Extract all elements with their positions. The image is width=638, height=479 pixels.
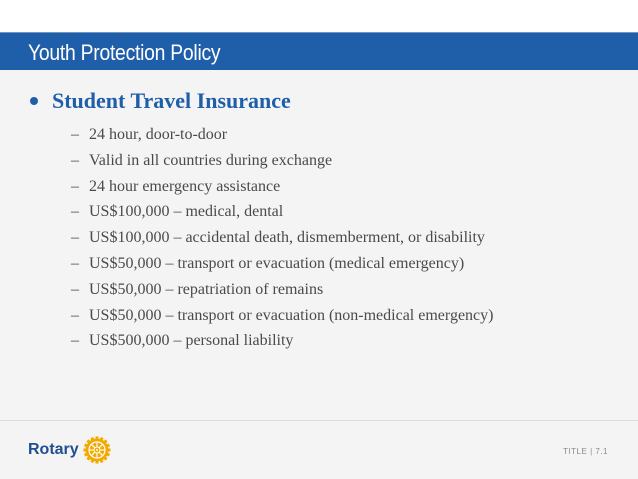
sub-bullet-item bbox=[71, 277, 493, 303]
sub-bullet-text: US$500,000 – personal liability bbox=[89, 332, 294, 350]
sub-bullet-item bbox=[71, 148, 493, 174]
sub-bullet-item bbox=[71, 225, 493, 251]
bullet-dot-icon bbox=[30, 97, 38, 105]
sub-bullet-text: US$100,000 – medical, dental bbox=[89, 203, 284, 221]
sub-bullet-text: US$50,000 – transport or evacuation (non-medical emergency) bbox=[89, 306, 494, 324]
sub-bullet-item bbox=[71, 303, 493, 329]
dash-icon: – bbox=[71, 229, 79, 247]
sub-bullet-text: Valid in all countries during exchange bbox=[89, 151, 333, 169]
top-strip bbox=[0, 0, 638, 32]
dash-icon: – bbox=[71, 306, 79, 324]
sub-bullet-item bbox=[71, 251, 493, 277]
dash-icon: – bbox=[71, 332, 79, 350]
sub-bullet-item bbox=[71, 174, 493, 200]
dash-icon: – bbox=[71, 203, 79, 221]
slide-title: Youth Protection Policy bbox=[28, 40, 221, 65]
rotary-logo bbox=[28, 432, 111, 468]
sub-bullet-list bbox=[71, 122, 493, 354]
dash-icon: – bbox=[71, 254, 79, 272]
sub-bullet-text: 24 hour emergency assistance bbox=[89, 177, 281, 195]
dash-icon: – bbox=[71, 280, 79, 298]
sub-bullet-text: US$50,000 – transport or evacuation (medical emergency) bbox=[89, 254, 465, 272]
sub-bullet-text: US$50,000 – repatriation of remains bbox=[89, 280, 324, 298]
sub-bullet-item bbox=[71, 328, 493, 354]
rotary-wheel-icon bbox=[83, 436, 111, 464]
dash-icon: – bbox=[71, 151, 79, 169]
sub-bullet-item bbox=[71, 122, 493, 148]
sub-bullet-item bbox=[71, 199, 493, 225]
logo-text: Rotary bbox=[28, 441, 79, 458]
sub-bullet-text: US$100,000 – accidental death, dismemberment, or disability bbox=[89, 229, 485, 247]
dash-icon: – bbox=[71, 177, 79, 195]
slide-number-label: TITLE | 7.1 bbox=[563, 447, 608, 456]
footer-divider bbox=[0, 420, 638, 421]
main-bullet bbox=[30, 88, 291, 114]
main-bullet-text: Student Travel Insurance bbox=[52, 88, 291, 113]
dash-icon: – bbox=[71, 126, 79, 143]
sub-bullet-text: 24 hour, door-to-door bbox=[89, 126, 228, 143]
title-bar bbox=[0, 32, 638, 70]
